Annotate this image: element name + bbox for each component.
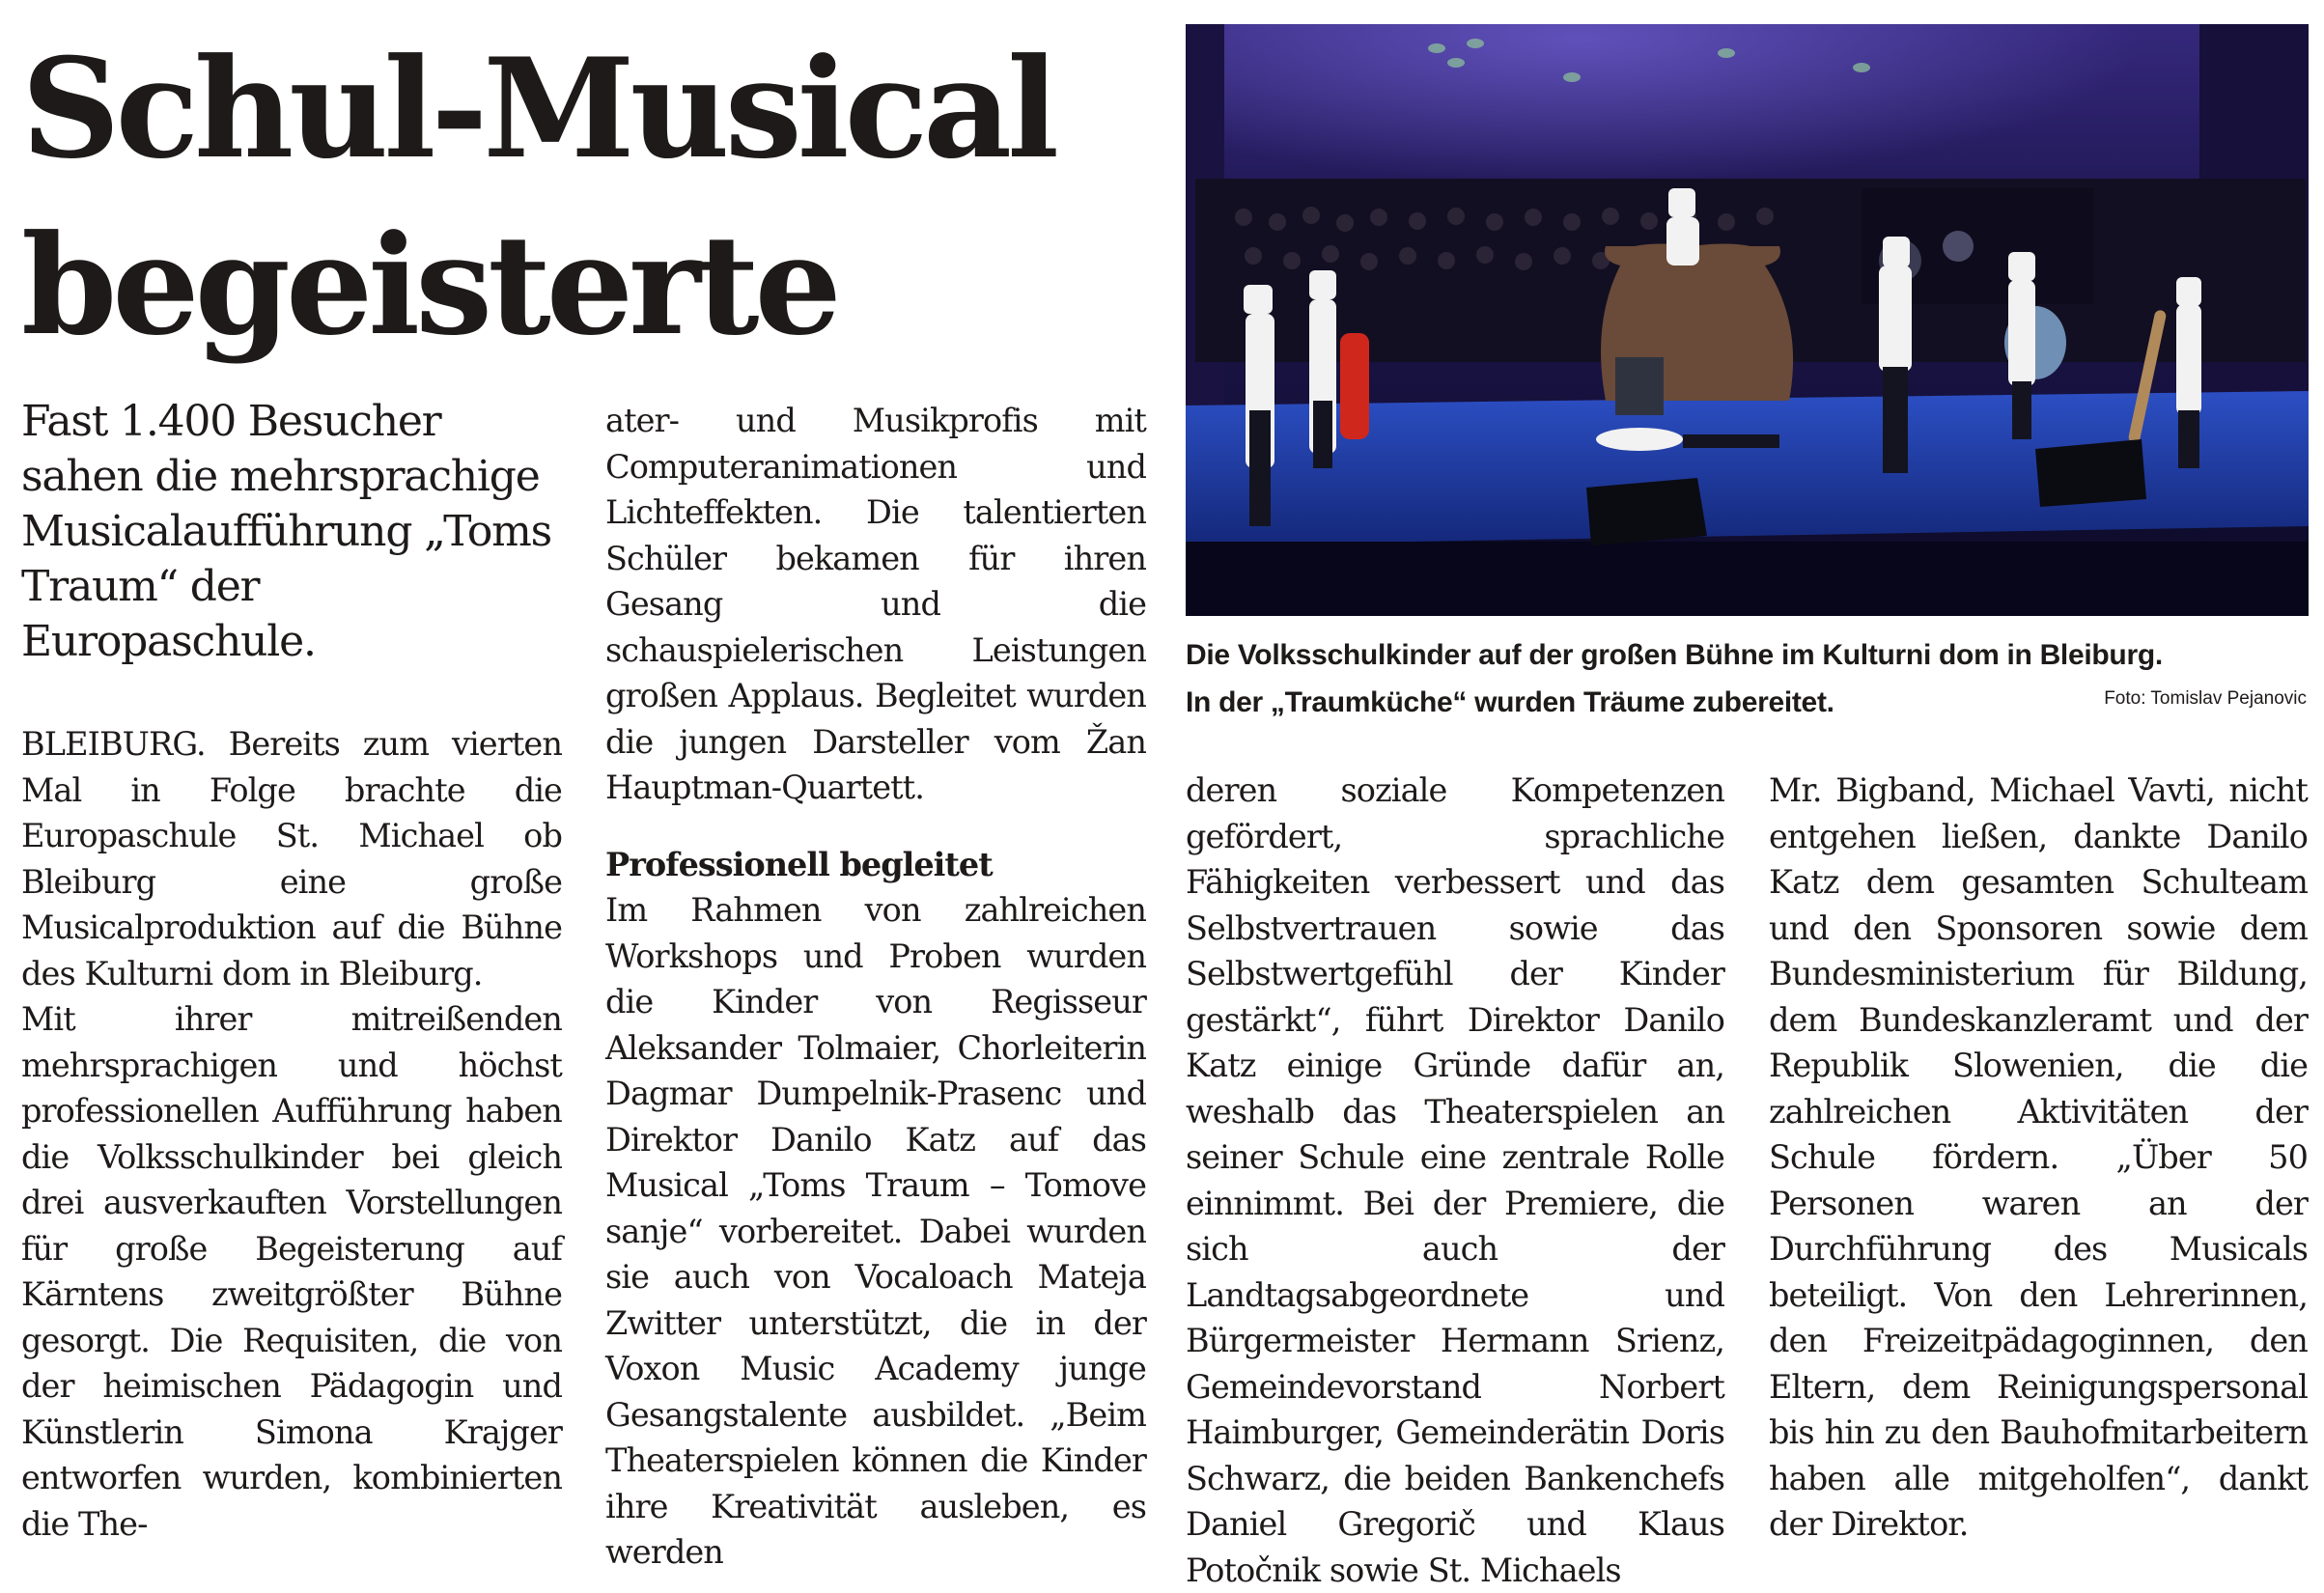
lead-paragraph: Fast 1.400 Besucher sahen die mehrsprachige Musicalaufführung „Toms Traum“ der Europaschule. bbox=[21, 397, 552, 666]
headline bbox=[21, 21, 1161, 375]
body-paragraph: Im Rahmen von zahlreichen Workshops und Proben wurden die Kinder von Regisseur Aleksander Tolmaier, Chorleiterin Dagmar Dumpelnik-Prasenc und Direktor Danilo Katz auf das Musical „Toms Traum – Tomove sanje“ vorbereitet. Dabei wurden sie auch von Vocaloach Mateja Zwitter unterstützt, die in der Voxon Music Academy junge Gesangstalente ausbildet. „Beim Theaterspielen können die Kinder ihre Kreativität ausleben, es werden bbox=[605, 891, 1146, 1571]
photo-credit: Foto: Tomislav Pejanovic bbox=[2104, 688, 2307, 709]
body-paragraph: BLEIBURG. Bereits zum vierten Mal in Folge brachte die Europaschule St. Michael ob Bleiburg eine große Musicalproduktion auf die Bühne des Kulturni dom in Bleiburg. bbox=[21, 725, 562, 992]
column-3 bbox=[1186, 768, 1724, 1593]
caption-line-2: In der „Traumküche“ wurden Träume zubereitet. bbox=[1186, 686, 1834, 718]
photo-caption bbox=[1186, 631, 2309, 726]
headline-line-2: begeisterte bbox=[21, 206, 837, 366]
column-1 bbox=[21, 721, 562, 1547]
body-paragraph: Mit ihrer mitreißenden mehrsprachigen und höchst professionellen Aufführung haben die Volksschulkinder bei gleich drei ausverkauften Vorstellungen für große Begeisterung auf Kärntens zweitgrößter Bühne gesorgt. Die Requisiten, die von der heimischen Pädagogin und Künstlerin Simona Krajger entworfen wurden, kombinierten die The- bbox=[21, 1000, 562, 1543]
body-paragraph: ater- und Musikprofis mit Computeranimationen und Lichteffekten. Die talentierten Schüler bekamen für ihren Gesang und die schauspielerischen Leistungen großen Applaus. Begleitet wurden die jungen Darsteller vom Žan Hauptman-Quartett. bbox=[605, 402, 1146, 806]
subheading: Professionell begleitet bbox=[605, 845, 993, 883]
column-4 bbox=[1769, 768, 2308, 1548]
caption-line-1: Die Volksschulkinder auf der großen Bühne im Kulturni dom in Bleiburg. bbox=[1186, 639, 2163, 671]
headline-line-1: Schul-Musical bbox=[21, 29, 1055, 189]
stage-photo bbox=[1186, 24, 2309, 616]
body-paragraph: Mr. Bigband, Michael Vavti, nicht entgehen ließen, dankte Danilo Katz dem gesamten Schulteam und den Sponsoren sowie dem Bundesministerium für Bildung, dem Bundeskanzleramt und der Republik Slowenien, die die zahlreichen Aktivitäten der Schule fördern. „Über 50 Personen waren an der Durchführung des Musicals beteiligt. Von den Lehrerinnen, den Freizeitpädagoginnen, den Eltern, dem Reinigungspersonal bis hin zu den Bauhofmitarbeitern haben alle mitgeholfen“, dankt der Direktor. bbox=[1769, 771, 2308, 1543]
body-paragraph: deren soziale Kompetenzen gefördert, sprachliche Fähigkeiten verbessert und das Selbstvertrauen sowie das Selbstwertgefühl der Kinder gestärkt“, führt Direktor Danilo Katz einige Gründe dafür an, weshalb das Theaterspielen an seiner Schule eine zentrale Rolle einnimmt. Bei der Premiere, die sich auch der Landtagsabgeordnete und Bürgermeister Hermann Srienz, Gemeindevorstand Norbert Haimburger, Gemeinderätin Doris Schwarz, die beiden Bankenchefs Daniel Gregorič und Klaus Potočnik sowie St. Michaels bbox=[1186, 771, 1724, 1589]
column-2 bbox=[605, 398, 1146, 1576]
